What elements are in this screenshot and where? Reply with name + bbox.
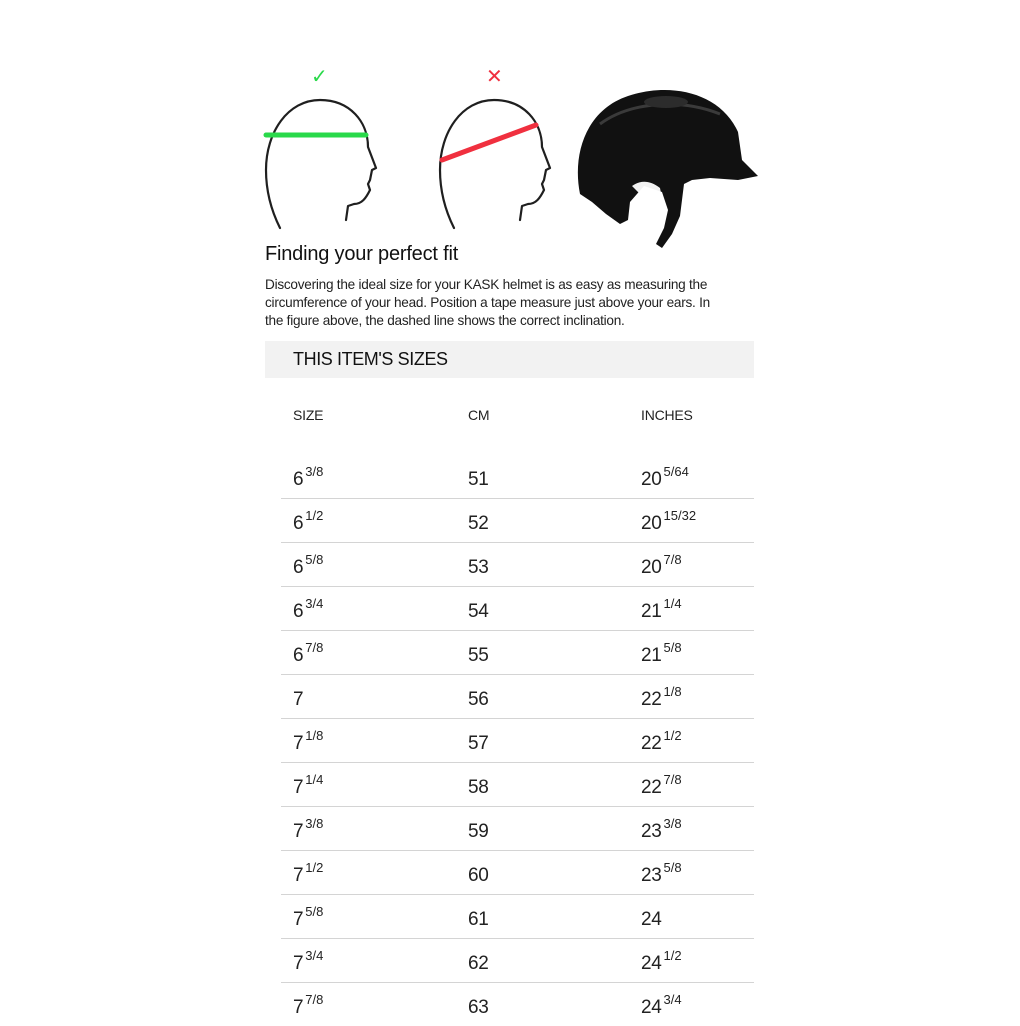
size-cell: 7 $^{1/2}$ bbox=[293, 859, 324, 886]
inches-cell: 20 $^{5/64}$ bbox=[641, 463, 689, 490]
size-cell: 7 $^{5/8}$ bbox=[293, 903, 324, 930]
size-cell: 6 $^{5/8}$ bbox=[293, 551, 324, 578]
table-row bbox=[281, 586, 754, 631]
table-row bbox=[281, 630, 754, 675]
size-cell: 6 $^{3/8}$ bbox=[293, 463, 324, 490]
head-incorrect-measure-icon bbox=[432, 92, 557, 232]
table-row bbox=[281, 718, 754, 763]
table-row bbox=[281, 454, 754, 499]
cm-cell: 60 bbox=[468, 865, 489, 886]
close-icon: ✕ bbox=[486, 66, 503, 88]
size-cell: 7 $^{7/8}$ bbox=[293, 991, 324, 1018]
inches-cell: 23 $^{5/8}$ bbox=[641, 859, 682, 886]
inches-cell: 20 $^{7/8}$ bbox=[641, 551, 682, 578]
size-cell: 7 $^{3/4}$ bbox=[293, 947, 324, 974]
table-row bbox=[281, 762, 754, 807]
head-correct-measure-icon bbox=[258, 92, 383, 232]
cm-cell: 58 bbox=[468, 777, 489, 798]
table-row bbox=[281, 806, 754, 851]
cm-cell: 54 bbox=[468, 601, 489, 622]
table-row bbox=[281, 498, 754, 543]
check-icon: ✓ bbox=[311, 66, 328, 88]
cm-cell: 59 bbox=[468, 821, 489, 842]
cm-cell: 53 bbox=[468, 557, 489, 578]
size-cell: 6 $^{3/4}$ bbox=[293, 595, 324, 622]
inches-cell: 21 $^{1/4}$ bbox=[641, 595, 682, 622]
size-cell: 7 bbox=[293, 689, 304, 710]
size-cell: 7 $^{1/4}$ bbox=[293, 771, 324, 798]
sizes-section-header bbox=[265, 341, 754, 378]
cm-cell: 57 bbox=[468, 733, 489, 754]
fit-description: Discovering the ideal size for your KASK helmet is as easy as measuring the circumference of your head. Position a tape measure just above your ears. In the figure above, the dashed line shows the correct inclination. bbox=[265, 277, 710, 328]
table-row bbox=[281, 982, 754, 1026]
helmet-icon bbox=[570, 84, 762, 250]
cm-cell: 62 bbox=[468, 953, 489, 974]
sizes-title: THIS ITEM'S SIZES bbox=[293, 349, 448, 369]
table-row bbox=[281, 542, 754, 587]
table-row bbox=[281, 894, 754, 939]
inches-cell: 24 $^{3/4}$ bbox=[641, 991, 682, 1018]
cm-cell: 51 bbox=[468, 469, 489, 490]
table-row bbox=[281, 674, 754, 719]
cm-cell: 63 bbox=[468, 997, 489, 1018]
inches-cell: 22 $^{7/8}$ bbox=[641, 771, 682, 798]
column-header-cm: CM bbox=[468, 407, 490, 423]
size-cell: 6 $^{1/2}$ bbox=[293, 507, 324, 534]
inches-cell: 21 $^{5/8}$ bbox=[641, 639, 682, 666]
table-row bbox=[281, 938, 754, 983]
page-title: Finding your perfect fit bbox=[265, 243, 459, 265]
cm-cell: 61 bbox=[468, 909, 489, 930]
inches-cell: 20 $^{15/32}$ bbox=[641, 507, 697, 534]
column-header-inches: INCHES bbox=[641, 407, 693, 423]
inches-cell: 22 $^{1/2}$ bbox=[641, 727, 682, 754]
inches-cell: 23 $^{3/8}$ bbox=[641, 815, 682, 842]
cm-cell: 55 bbox=[468, 645, 489, 666]
size-cell: 6 $^{7/8}$ bbox=[293, 639, 324, 666]
cm-cell: 52 bbox=[468, 513, 489, 534]
inches-cell: 24 bbox=[641, 909, 662, 930]
table-row bbox=[281, 850, 754, 895]
cm-cell: 56 bbox=[468, 689, 489, 710]
column-header-size: SIZE bbox=[293, 407, 324, 423]
inches-cell: 22 $^{1/8}$ bbox=[641, 683, 682, 710]
size-cell: 7 $^{1/8}$ bbox=[293, 727, 324, 754]
size-cell: 7 $^{3/8}$ bbox=[293, 815, 324, 842]
inches-cell: 24 $^{1/2}$ bbox=[641, 947, 682, 974]
